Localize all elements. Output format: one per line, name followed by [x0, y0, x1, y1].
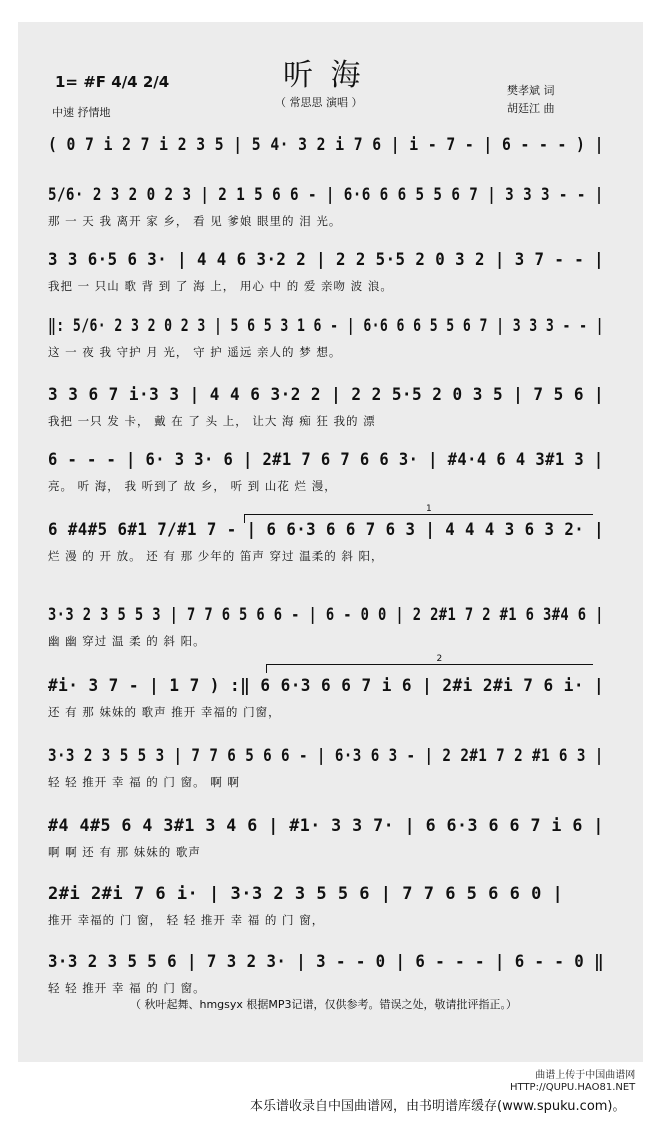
notation-line: 5/6· 2 3 2 0 2 3 | 2 1 5 6 6 - | 6·6 6 6 5 5 6 7 | 3 3 3 - - |	[48, 185, 604, 205]
key-signature: 1= #F 4/4 2/4	[55, 73, 170, 91]
lyric-line: 那 一 天 我 离开 家 乡， 看 见 爹娘 眼里的 泪 光。	[48, 214, 342, 228]
notation-line: #i· 3 7 - | 1 7 ) :‖ 6 6·3 6 6 7 i 6 | 2#i 2#i 7 6 i· |	[48, 676, 605, 696]
lyric-line: 轻 轻 推开 幸 福 的 门 窗。	[48, 981, 206, 995]
volta-1: 1	[244, 514, 593, 523]
score-sheet	[18, 22, 643, 1062]
upload-stamp	[510, 1070, 635, 1094]
lyric-line: 这 一 夜 我 守护 月 光， 守 护 遥远 亲人的 梦 想。	[48, 345, 342, 359]
notation-line: #4 4#5 6 4 3#1 3 4 6 | #1· 3 3 7· | 6 6·3 6 6 7 i 6 |	[48, 816, 604, 836]
song-title: 听 海	[283, 58, 365, 93]
lyric-line: 啊 啊 还 有 那 妹妹的 歌声	[48, 845, 201, 859]
lyric-line: 烂 漫 的 开 放。 还 有 那 少年的 笛声 穿过 温柔的 斜 阳，	[48, 549, 384, 563]
tempo-marking: 中速 抒情地	[52, 106, 111, 119]
lyric-line: 我把 一只 发 卡， 戴 在 了 头 上， 让大 海 痴 狂 我的 漂	[48, 414, 376, 428]
notation-line: 3 3 6·5 6 3· | 4 4 6 3·2 2 | 2 2 5·5 2 0 3 2 | 3 7 - - |	[48, 250, 605, 270]
lyric-line: 亮。 听 海， 我 听到了 故 乡， 听 到 山花 烂 漫，	[48, 479, 337, 493]
notation-line: ‖: 5/6· 2 3 2 0 2 3 | 5 6 5 3 1 6 - | 6·6 6 6 5 5 6 7 | 3 3 3 - - |	[48, 316, 604, 336]
notation-line: 3·3 2 3 5 5 3 | 7 7 6 5 6 6 - | 6·3 6 3 - | 2 2#1 7 2 #1 6 3 |	[48, 746, 604, 766]
volta-2: 2	[266, 664, 593, 673]
notation-line: 3 3 6 7 i·3 3 | 4 4 6 3·2 2 | 2 2 5·5 2 0 3 5 | 7 5 6 |	[48, 385, 605, 405]
lyric-line: 推开 幸福的 门 窗， 轻 轻 推开 幸 福 的 门 窗，	[48, 913, 325, 927]
notation-line: 3·3 2 3 5 5 3 | 7 7 6 5 6 6 - | 6 - 0 0 | 2 2#1 7 2 #1 6 3#4 6 |	[48, 605, 604, 625]
notation-line: ( 0 7 i 2 7 i 2 3 5 | 5 4· 3 2 i 7 6 | i - 7 - | 6 - - - ) |	[48, 135, 604, 155]
singer-credit: （ 常思思 演唱 ）	[275, 96, 363, 109]
lyric-line: 我把 一 只山 歌 背 到 了 海 上， 用心 中 的 爱 亲吻 波 浪。	[48, 279, 393, 293]
lyric-line: 轻 轻 推开 幸 福 的 门 窗。 啊 啊	[48, 775, 240, 789]
source-footer: 本乐谱收录自中国曲谱网，由书明谱库缓存(www.spuku.com)。	[250, 1099, 626, 1114]
notation-line: 6 #4#5 6#1 7/#1 7 - | 6 6·3 6 6 7 6 3 | 4 4 4 3 6 3 2· |	[48, 520, 605, 540]
composer-credit: 胡廷江 曲	[507, 102, 555, 115]
notation-line: 6 - - - | 6· 3 3· 6 | 2#1 7 6 7 6 6 3· | #4·4 6 4 3#1 3 |	[48, 450, 604, 470]
stamp-line-1: 曲谱上传于中国曲谱网	[535, 1070, 636, 1081]
lyric-line: 还 有 那 妹妹的 歌声 推开 幸福的 门窗，	[48, 705, 281, 719]
notation-line: 2#i 2#i 7 6 i· | 3·3 2 3 5 5 6 | 7 7 6 5 6 6 0 |	[48, 884, 564, 904]
lyric-line: 幽 幽 穿过 温 柔 的 斜 阳。	[48, 634, 206, 648]
notation-line: 3·3 2 3 5 5 6 | 7 3 2 3· | 3 - - 0 | 6 - - - | 6 - - 0 ‖	[48, 952, 605, 972]
transcription-note: （ 秋叶起舞、hmgsyx 根据MP3记谱，仅供参考。错误之处，敬请批评指正。）	[130, 998, 518, 1011]
lyricist-credit: 樊孝斌 词	[507, 84, 555, 97]
stamp-line-2: HTTP://QUPU.HAO81.NET	[510, 1082, 636, 1093]
